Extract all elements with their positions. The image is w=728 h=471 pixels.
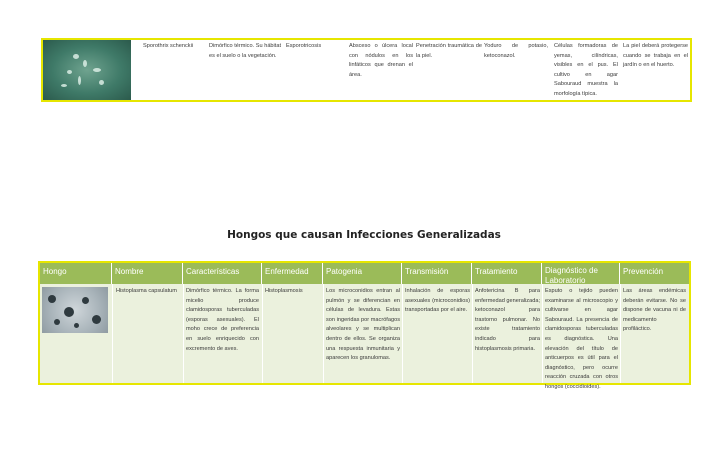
header-caracteristicas: Características bbox=[183, 263, 262, 284]
t1-nombre: Sporothrix schenckii bbox=[143, 43, 194, 49]
header-prevencion: Prevención bbox=[623, 267, 664, 276]
t1-tratamiento: Yoduro de potasio, ketoconazol. bbox=[484, 43, 548, 59]
histoplasma-table bbox=[38, 261, 691, 390]
header-hongo: Hongo bbox=[40, 263, 112, 284]
t2-caracteristicas: Dimórfico térmico. La forma micelio produce clamidosporas tuberculadas (esporas asexuales). El moho crece de preferencia en suelo enriquecido con excremento de aves. bbox=[186, 288, 259, 352]
t2-patogenia: Los microconidios entran al pulmón y se diferencian en células de levadura. Estas son ingeridas por macrófagos alveolares y se multiplican dentro de ellos. Se organiza una respuesta inmunitaria y aparecen los granulomas. bbox=[326, 288, 400, 362]
section-title: Hongos que causan Infecciones Generalizadas bbox=[227, 229, 501, 241]
sporothrix-table bbox=[41, 38, 692, 102]
t1-transmision: Penetración traumática de la piel. bbox=[416, 43, 482, 59]
header-transmision: Transmisión bbox=[402, 263, 472, 284]
t2-enfermedad: Histoplasmosis bbox=[265, 288, 303, 294]
t2-nombre: Histoplasma capsulatum bbox=[116, 288, 177, 294]
header-diagnostico: Diagnóstico de Laboratorio bbox=[542, 263, 620, 284]
sporothrix-micrograph bbox=[43, 40, 131, 100]
t1-patogenia: Absceso o úlcera local con nódulos en los linfáticos que drenan el área. bbox=[349, 43, 413, 78]
t1-prevencion: La piel deberá protegerse cuando se trabaja en el jardín o en el huerto. bbox=[623, 43, 688, 68]
t1-enfermedad: Esporotricosis bbox=[286, 43, 322, 49]
header-tratamiento: Tratamiento bbox=[472, 263, 542, 284]
table-header-row bbox=[40, 263, 689, 284]
t1-caracteristicas: Dimórfico térmico. Su hábitat es el suelo o la vegetación. bbox=[209, 43, 281, 59]
header-nombre: Nombre bbox=[112, 263, 183, 284]
histoplasma-micrograph bbox=[42, 287, 108, 333]
t2-prevencion: Las áreas endémicas deberán evitarse. No se dispone de vacuna ni de medicamento profiláctico. bbox=[623, 288, 686, 333]
t1-diagnostico: Células formadoras de yemas, cilíndricas, visibles en el pus. El cultivo en agar Sabouraud muestra la morfología típica. bbox=[554, 43, 618, 97]
t2-diagnostico: Esputo o tejido pueden examinarse al microscopio y cultivarse en agar Sabouraud. La presencia de clamidosporas tuberculadas es diagnóstica. Una elevación del título de anticuerpos es útil para el diagnóstico, pero ocurre reacción cruzada con otros hongos (coccidioides). bbox=[545, 288, 618, 390]
header-enfermedad: Enfermedad bbox=[262, 263, 323, 284]
t2-transmision: Inhalación de esporas asexuales (microconidios) transportadas por el aire. bbox=[405, 288, 470, 314]
t2-tratamiento: Anfotericina B para enfermedad generalizada; ketoconazol para trastorno pulmonar. No existe tratamiento indicado para histoplasmosis primaria. bbox=[475, 288, 540, 352]
header-patogenia: Patogenia bbox=[323, 263, 402, 284]
